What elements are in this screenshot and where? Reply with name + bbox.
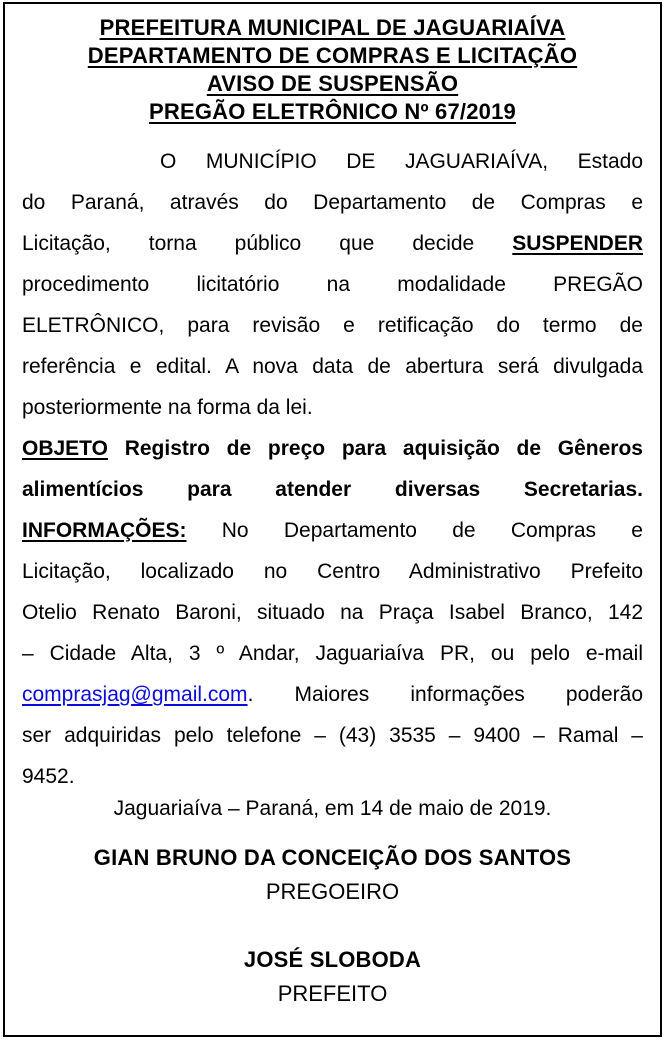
text-run: INFORMAÇÕES: xyxy=(22,519,187,542)
text-line xyxy=(22,305,643,346)
header-line: PREGÃO ELETRÔNICO Nº 67/2019 xyxy=(149,99,516,124)
header-line: PREFEITURA MUNICIPAL DE JAGUARIAÍVA xyxy=(99,15,566,40)
paragraph-intro xyxy=(22,141,643,428)
date-line: Jaguariaíva – Paraná, em 14 de maio de 2019. xyxy=(113,797,552,820)
text-run: OBJETO xyxy=(22,437,108,460)
signature-entry xyxy=(22,841,643,909)
signature-block xyxy=(22,841,643,1011)
text-line xyxy=(22,551,643,592)
text-line xyxy=(22,674,643,715)
text-run: ser adquiridas pelo telefone – (43) 3535 – 9400 – Ramal – xyxy=(22,724,643,747)
text-run: Otelio Renato Baroni, situado na Praça Isabel Branco, 142 xyxy=(22,601,643,624)
text-line xyxy=(22,592,643,633)
document-header xyxy=(22,14,643,126)
text-run: No Departamento de Compras e xyxy=(186,519,643,542)
signatory-name: JOSÉ SLOBODA xyxy=(243,947,422,972)
signature-entry xyxy=(22,943,643,1011)
text-line xyxy=(22,428,643,469)
text-run: Licitação, localizado no Centro Administrativo Prefeito xyxy=(22,560,643,583)
text-run: Registro de preço para aquisição de Gêneros xyxy=(107,437,643,460)
text-run: referência e edital. A nova data de abertura será divulgada xyxy=(22,355,643,378)
text-run: procedimento licitatório na modalidade PREGÃO xyxy=(22,273,643,296)
text-line xyxy=(22,715,643,756)
text-line xyxy=(22,346,643,387)
text-run: Licitação, torna público que decide xyxy=(22,232,513,255)
text-run: . Maiores informações poderão xyxy=(247,683,643,706)
text-line xyxy=(22,223,643,264)
signatory-role: PREGOEIRO xyxy=(265,879,400,904)
text-line xyxy=(22,469,643,510)
text-run: ELETRÔNICO, para revisão e retificação do termo de xyxy=(22,314,643,337)
text-line xyxy=(22,510,643,551)
text-line xyxy=(22,633,643,674)
signatory-role: PREFEITO xyxy=(277,981,388,1006)
text-line xyxy=(22,182,643,223)
text-line xyxy=(22,387,643,428)
text-run: do Paraná, através do Departamento de Compras e xyxy=(22,191,643,214)
header-line: DEPARTAMENTO DE COMPRAS E LICITAÇÃO xyxy=(87,43,578,68)
paragraph-object-info xyxy=(22,428,643,797)
email-link[interactable]: comprasjag@gmail.com xyxy=(22,683,248,706)
text-run: posteriormente na forma da lei. xyxy=(22,396,313,419)
text-line xyxy=(22,141,643,182)
signatory-name: GIAN BRUNO DA CONCEIÇÃO DOS SANTOS xyxy=(93,845,572,870)
text-run: SUSPENDER xyxy=(512,232,643,255)
header-line: AVISO DE SUSPENSÃO xyxy=(206,71,459,96)
text-run: 9452. xyxy=(22,765,75,788)
text-line xyxy=(22,264,643,305)
text-run: – Cidade Alta, 3 º Andar, Jaguariaíva PR, ou pelo e-mail xyxy=(22,642,643,665)
text-run: O MUNICÍPIO DE JAGUARIAÍVA, Estado xyxy=(160,150,643,173)
text-run: alimentícios para atender diversas Secretarias. xyxy=(22,478,643,501)
